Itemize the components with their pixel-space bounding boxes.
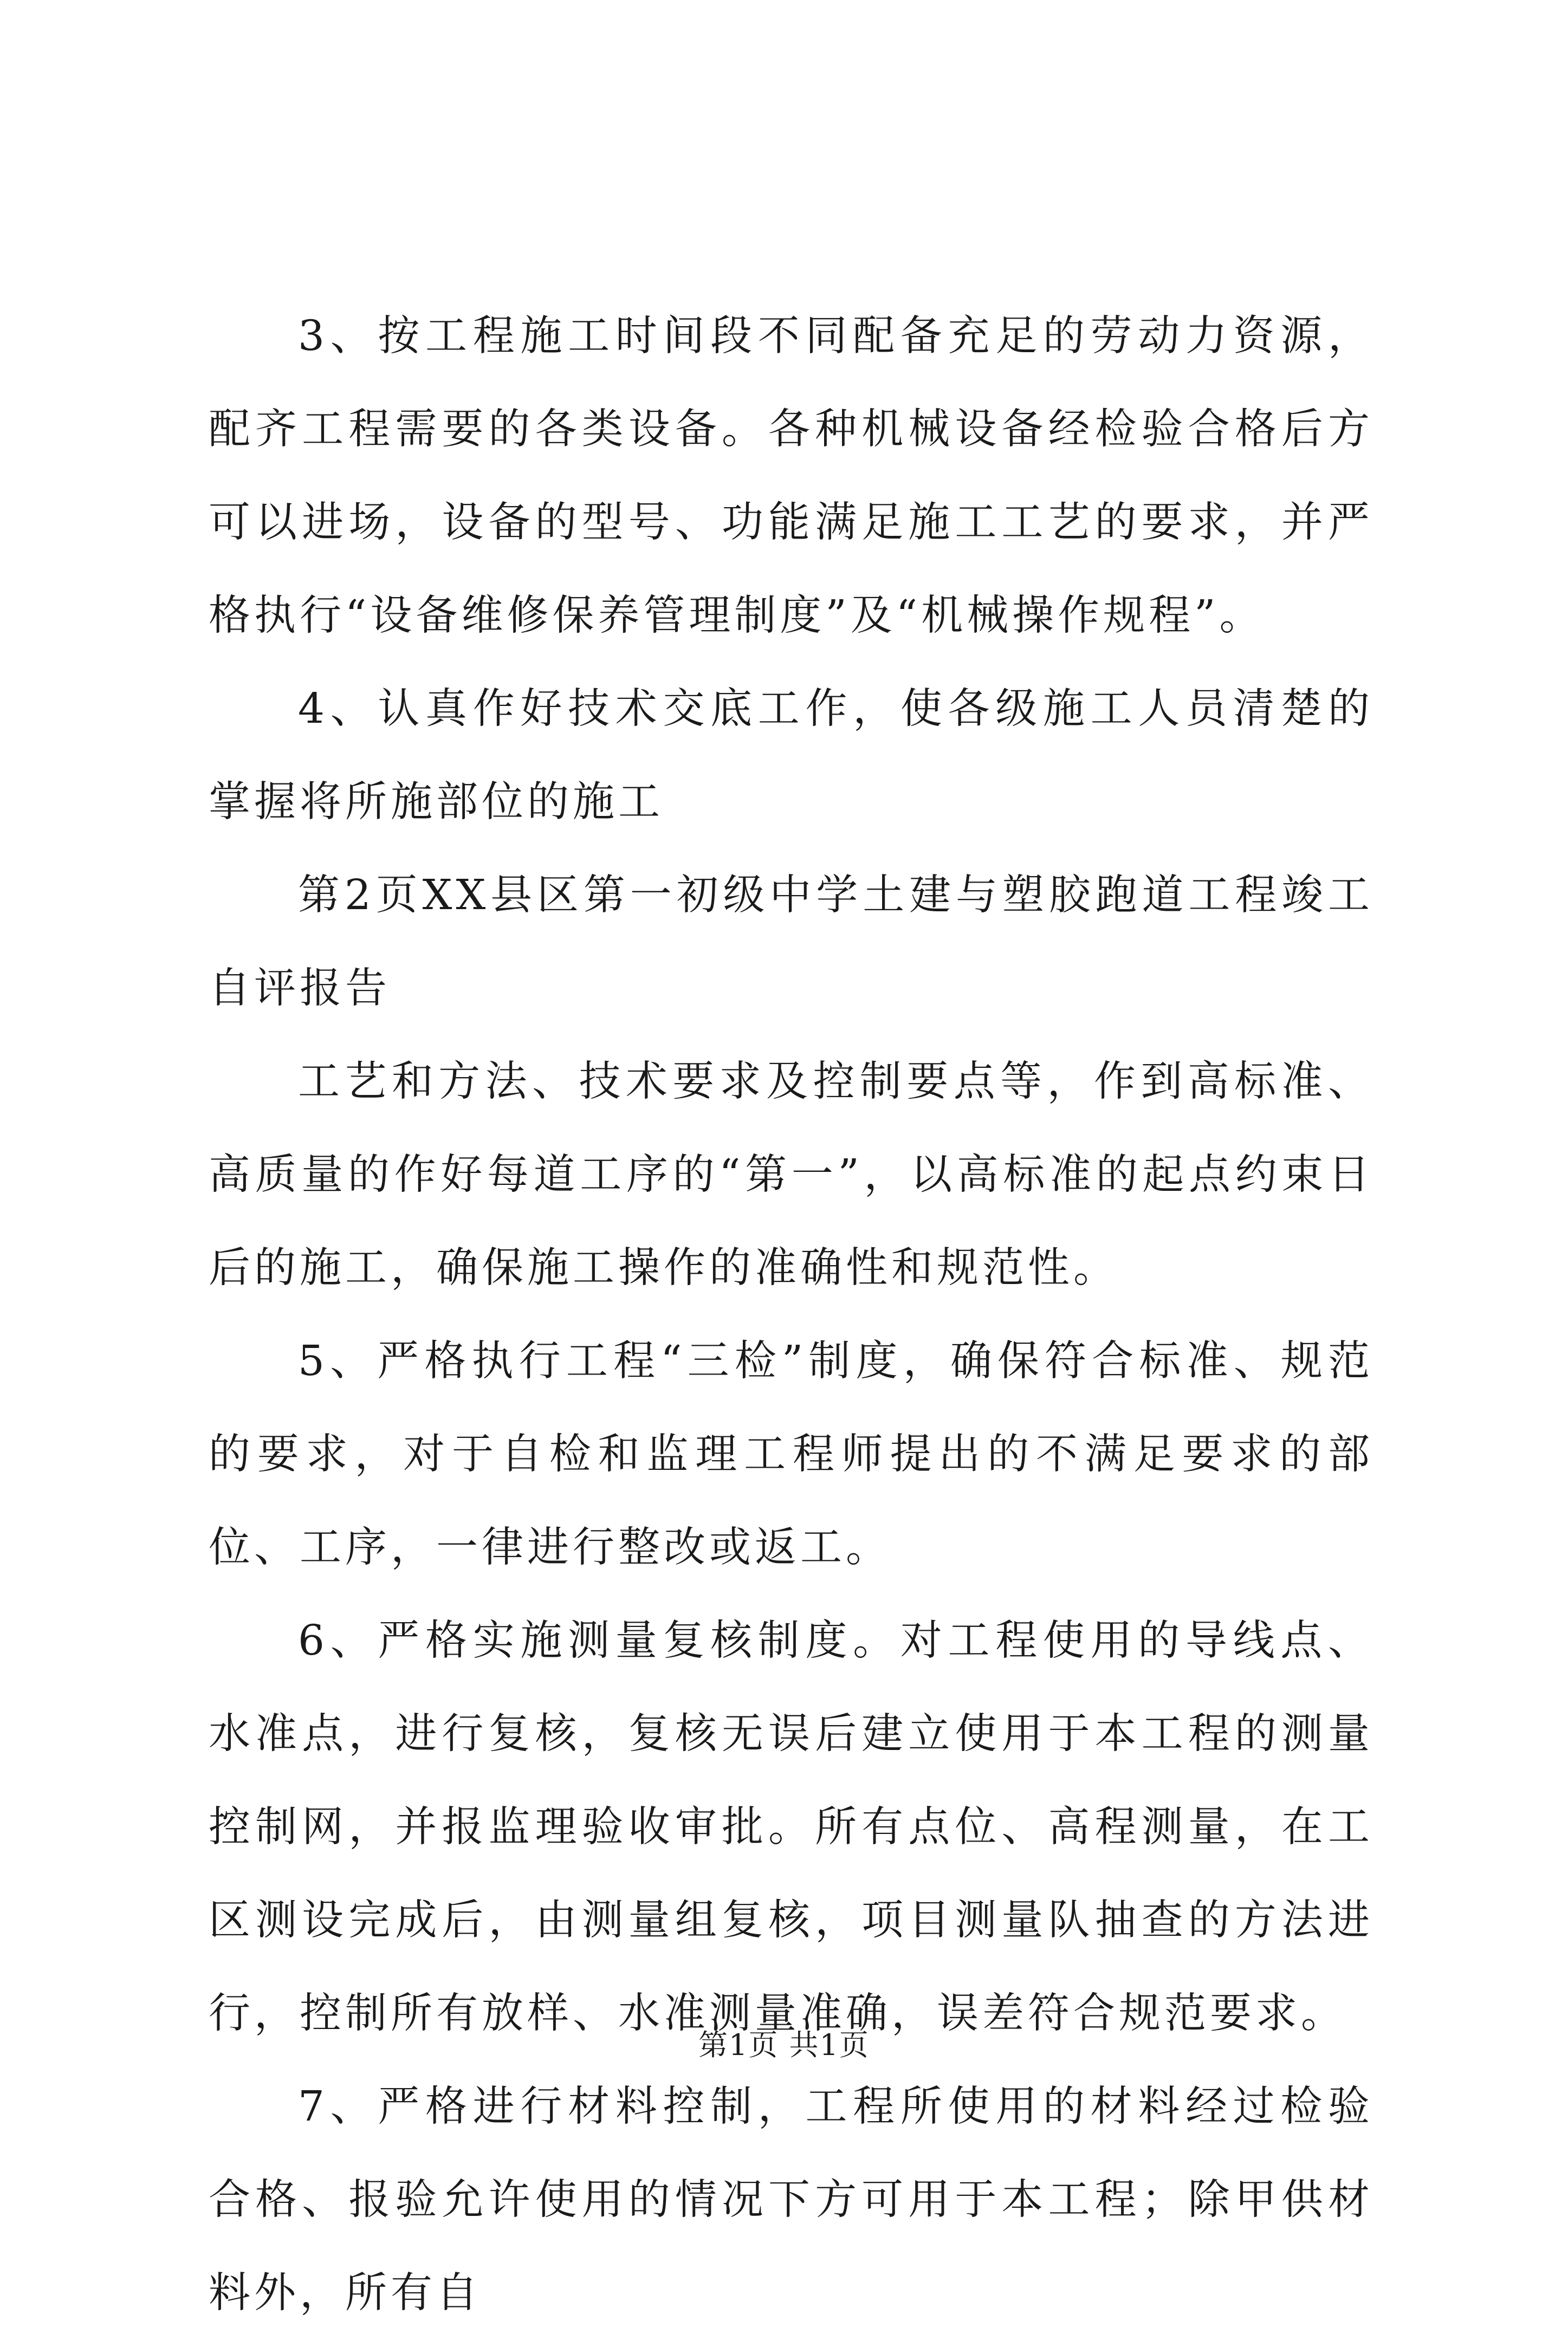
paragraph-item-6: 6、严格实施测量复核制度。对工程使用的导线点、水准点，进行复核，复核无误后建立使用于本工程的测量控制网，并报监理验收审批。所有点位、高程测量，在工区测设完成后，由测量组复核，项目测量队抽查的方法进行，控制所有放样、水准测量准确，误差符合规范要求。: [209, 1617, 1373, 2038]
paragraph-continuation: 工艺和方法、技术要求及控制要点等，作到高标准、高质量的作好每道工序的“第一”，以高标准的起点约束日后的施工，确保施工操作的准确性和规范性。: [209, 1058, 1373, 1292]
page-footer: 第1页 共1页: [698, 2028, 870, 2062]
paragraph-item-5: 5、严格执行工程“三检”制度，确保符合标准、规范的要求，对于自检和监理工程师提出的不满足要求的部位、工序，一律进行整改或返工。: [209, 1337, 1373, 1572]
page-header-note: 第2页XX县区第一初级中学土建与塑胶跑道工程竣工自评报告: [209, 871, 1373, 1013]
paragraph-item-7: 7、严格进行材料控制，工程所使用的材料经过检验合格、报验允许使用的情况下方可用于本工程；除甲供材料外，所有自: [209, 2083, 1373, 2317]
paragraph-item-3: 3、按工程施工时间段不同配备充足的劳动力资源，配齐工程需要的各类设备。各种机械设备经检验合格后方可以进场，设备的型号、功能满足施工工艺的要求，并严格执行“设备维修保养管理制度”及“机械操作规程”。: [209, 312, 1373, 640]
paragraph-item-4: 4、认真作好技术交底工作，使各级施工人员清楚的掌握将所施部位的施工: [209, 685, 1373, 826]
